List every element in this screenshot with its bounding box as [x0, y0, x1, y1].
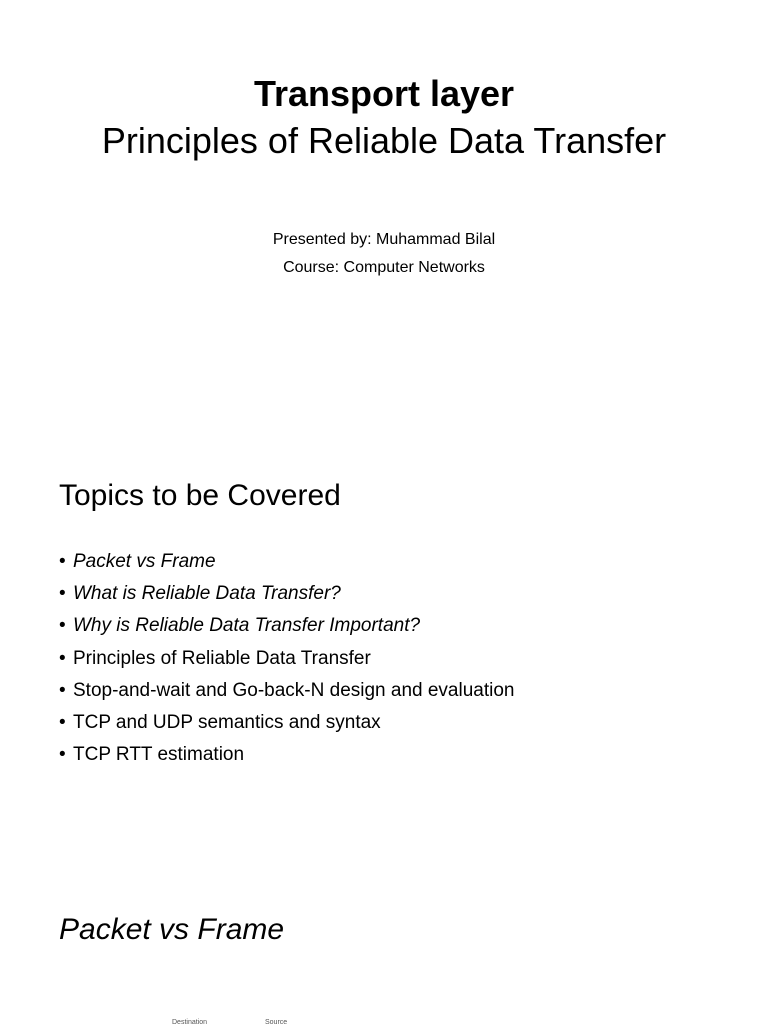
topics-list [59, 549, 515, 774]
topic-item [59, 710, 515, 742]
topic-item [59, 549, 515, 581]
topic-item [59, 742, 515, 774]
diagram-label-destination: Destination [172, 1019, 208, 1026]
topic-item [59, 646, 515, 678]
course-line: Course: Computer Networks [283, 259, 485, 276]
topic-item [59, 613, 515, 645]
topic-item [59, 678, 515, 710]
bullet-icon: • [59, 679, 66, 701]
packet-vs-frame-slide [0, 864, 768, 1024]
topic-text: TCP and UDP semantics and syntax [73, 711, 381, 733]
bullet-icon: • [59, 583, 66, 605]
packet-heading: Packet vs Frame [59, 913, 285, 946]
topic-item [59, 581, 515, 613]
topics-slide [0, 432, 768, 864]
bullet-icon: • [59, 711, 66, 733]
bullet-icon: • [59, 744, 66, 766]
topic-text: TCP RTT estimation [73, 744, 245, 766]
title-slide [0, 0, 768, 432]
topic-text: Principles of Reliable Data Transfer [73, 647, 371, 669]
bullet-icon: • [59, 615, 66, 637]
topic-text: Packet vs Frame [73, 551, 216, 572]
bullet-icon: • [59, 551, 66, 572]
topic-text: Why is Reliable Data Transfer Important? [73, 615, 421, 637]
slide-subtitle: Principles of Reliable Data Transfer [101, 120, 667, 161]
slide-title: Transport layer [253, 73, 515, 114]
diagram-label-source: Source [265, 1019, 288, 1026]
bullet-icon: • [59, 647, 66, 669]
topic-text: What is Reliable Data Transfer? [73, 583, 341, 605]
topics-heading: Topics to be Covered [59, 479, 341, 512]
presenter-line: Presented by: Muhammad Bilal [272, 231, 496, 248]
topic-text: Stop-and-wait and Go-back-N design and evaluation [73, 679, 515, 701]
